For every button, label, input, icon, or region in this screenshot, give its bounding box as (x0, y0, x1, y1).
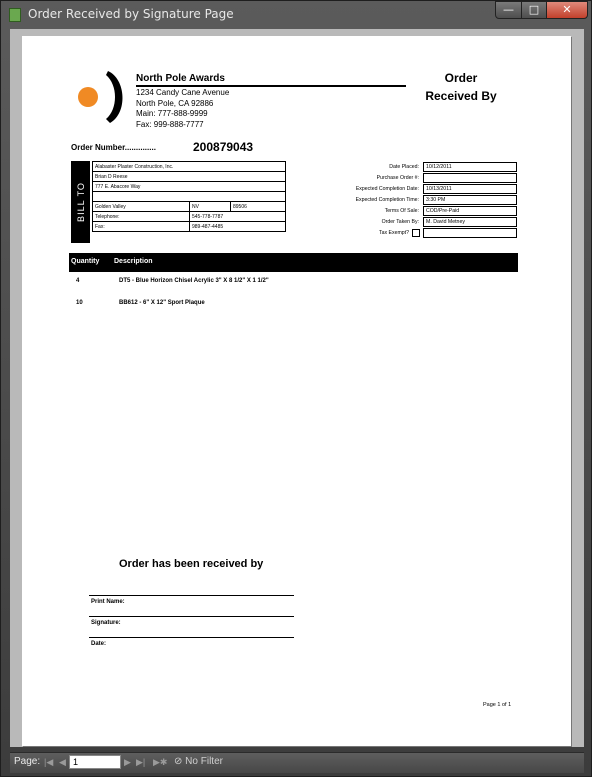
title-bar[interactable] (1, 1, 591, 29)
bill-to-blank (93, 192, 286, 202)
expected-date-value: 10/13/2011 (423, 184, 517, 194)
address-line-3: Main: 777-888-9999 (136, 109, 208, 118)
fax-label: Fax: (93, 222, 190, 232)
purchase-order-value (423, 173, 517, 183)
company-name: North Pole Awards (136, 73, 225, 84)
item-2-description: BB612 - 6" X 12" Sport Plaque (119, 300, 205, 306)
top-signature-rule (89, 595, 294, 596)
header-rule (136, 85, 406, 87)
item-1-description: DT5 - Blue Horizon Chisel Acrylic 3" X 8 1/2" X 1 1/2" (119, 278, 269, 284)
bill-to-zip: 89506 (231, 202, 286, 212)
heading-line-1: Order (444, 71, 478, 85)
bill-to-state: NV (190, 202, 231, 212)
last-page-icon[interactable]: ▶| (136, 757, 146, 767)
company-address (136, 88, 229, 130)
received-title: Order has been received by (119, 558, 264, 570)
page-label: Page: (14, 756, 41, 767)
order-taken-by-label: Order Taken By: (381, 219, 419, 225)
order-taken-by-value: M. David Metney (423, 217, 517, 227)
description-header: Description (114, 258, 153, 265)
bill-to-street: 777 E. Abacore Way (93, 182, 286, 192)
record-navigation-bar (10, 752, 584, 773)
minimize-button[interactable]: — (495, 1, 522, 19)
previous-page-icon[interactable]: ◀ (59, 757, 66, 767)
expected-date-label: Expected Completion Date: (355, 186, 419, 192)
filter-icon: ⊘ (174, 756, 183, 767)
quantity-header: Quantity (71, 258, 100, 265)
maximize-button[interactable]: □ (521, 1, 547, 19)
no-filter-button[interactable] (174, 756, 223, 767)
bill-to-city: Golden Valley (93, 202, 190, 212)
address-line-1: 1234 Candy Cane Avenue (136, 88, 230, 97)
window-title: Order Received by Signature Page (28, 7, 234, 21)
item-2-quantity: 10 (76, 300, 83, 306)
date-label: Date: (91, 641, 107, 647)
address-line-2: North Pole, CA 92886 (136, 98, 214, 108)
close-button[interactable]: ✕ (546, 1, 588, 19)
expected-time-value: 3:30 PM (423, 195, 517, 205)
bill-to-company: Alabaster Plaster Construction, Inc. (93, 162, 286, 172)
print-name-label: Print Name: (91, 599, 125, 605)
expected-time-label: Expected Completion Time: (355, 197, 419, 203)
report-app-icon (9, 8, 21, 22)
new-record-icon[interactable]: ▶✱ (153, 757, 168, 767)
terms-label: Terms Of Sale: (384, 208, 419, 214)
logo-arc-icon (104, 69, 128, 125)
purchase-order-label: Purchase Order #: (376, 175, 419, 181)
print-name-line (89, 616, 294, 617)
items-header (69, 253, 518, 272)
terms-value: COD/Pre-Paid (423, 206, 517, 216)
item-1-quantity: 4 (76, 278, 80, 284)
order-number-label: Order Number.............. (71, 143, 156, 152)
address-line-4: Fax: 999-888-7777 (136, 119, 204, 129)
tax-exempt-box (423, 228, 517, 238)
date-placed-label: Date Placed: (389, 164, 419, 170)
signature-line (89, 637, 294, 638)
order-number: 200879043 (193, 140, 254, 154)
bill-to-contact: Brian D Reese (93, 172, 286, 182)
tax-exempt-checkbox (412, 229, 420, 237)
page-footer: Page 1 of 1 (483, 702, 512, 708)
bill-to-label: BILL TO (76, 182, 86, 222)
telephone-label: Telephone: (93, 212, 190, 222)
next-page-icon[interactable]: ▶ (124, 757, 131, 767)
heading-line-2: Received By (425, 89, 497, 103)
logo-dot-icon (78, 87, 98, 107)
report-heading (411, 71, 511, 103)
fax-value: 989-487-4485 (190, 222, 286, 232)
signature-label: Signature: (91, 620, 121, 626)
page-number-input[interactable]: 1 (69, 755, 121, 769)
telephone-value: 545-778-7787 (190, 212, 286, 222)
date-placed-value: 10/12/2011 (423, 162, 517, 172)
tax-exempt-label: Tax Exempt? (379, 230, 409, 236)
first-page-icon[interactable]: |◀ (44, 757, 54, 767)
filter-label: No Filter (185, 756, 223, 767)
bill-to-table (92, 161, 286, 232)
